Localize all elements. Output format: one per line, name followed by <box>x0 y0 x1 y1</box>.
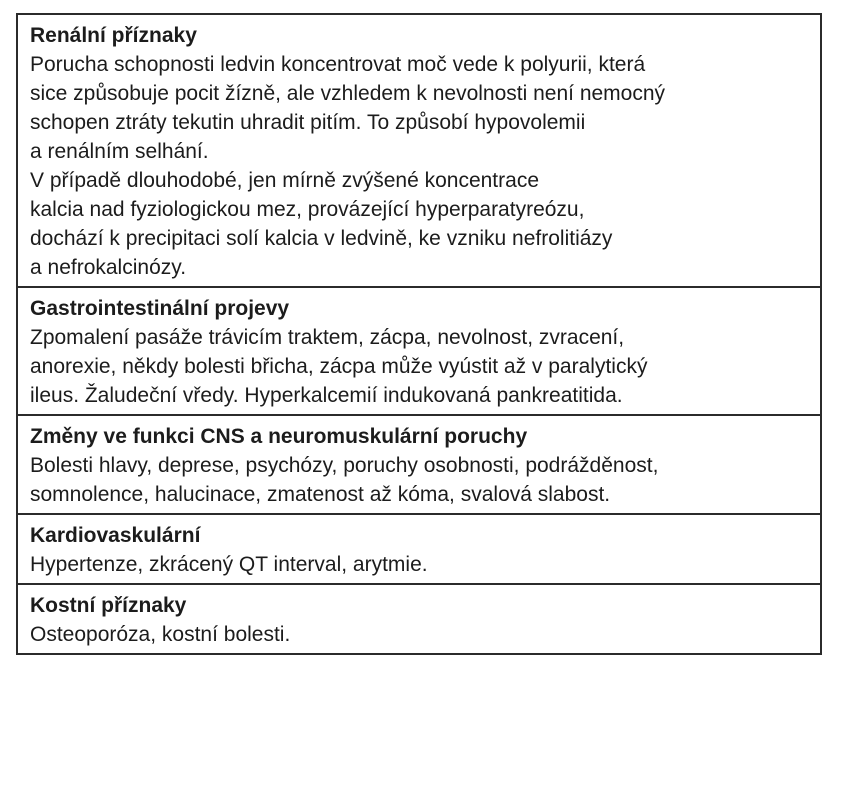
section-heading: Kardiovaskulární <box>30 524 201 547</box>
section-text-line: dochází k precipitaci solí kalcia v ledvině, ke vzniku nefrolitiázy <box>30 227 613 250</box>
section-text-line: a renálním selhání. <box>30 140 209 163</box>
section-text-line: schopen ztráty tekutin uhradit pitím. To způsobí hypovolemii <box>30 111 586 134</box>
section-text-line: anorexie, někdy bolesti břicha, zácpa může vyústit až v paralytický <box>30 355 648 378</box>
section-text-line: somnolence, halucinace, zmatenost až kóma, svalová slabost. <box>30 483 611 506</box>
section-text-line: sice způsobuje pocit žízně, ale vzhledem k nevolnosti není nemocný <box>30 82 666 105</box>
section-text-line: a nefrokalcinózy. <box>30 256 187 279</box>
section-text-line: Porucha schopnosti ledvin koncentrovat moč vede k polyurii, která <box>30 53 646 76</box>
section-text-line: ileus. Žaludeční vředy. Hyperkalcemií indukovaná pankreatitida. <box>30 384 623 407</box>
symptoms-table <box>16 13 822 655</box>
section-text-line: V případě dlouhodobé, jen mírně zvýšené koncentrace <box>30 169 539 192</box>
section-text-line: Bolesti hlavy, deprese, psychózy, poruchy osobnosti, podrážděnost, <box>30 454 659 477</box>
section-cns <box>18 416 820 515</box>
section-heading: Renální příznaky <box>30 24 197 47</box>
section-renal <box>18 15 820 288</box>
section-bone <box>18 585 820 653</box>
section-heading: Gastrointestinální projevy <box>30 297 290 320</box>
section-text-line: kalcia nad fyziologickou mez, provázející hyperparatyreózu, <box>30 198 585 221</box>
section-heading: Kostní příznaky <box>30 594 187 617</box>
section-gastrointestinal <box>18 288 820 416</box>
section-heading: Změny ve funkci CNS a neuromuskulární poruchy <box>30 425 528 448</box>
section-cardiovascular <box>18 515 820 585</box>
section-text-line: Hypertenze, zkrácený QT interval, arytmie. <box>30 553 428 576</box>
section-text-line: Zpomalení pasáže trávicím traktem, zácpa, nevolnost, zvracení, <box>30 326 625 349</box>
section-text-line: Osteoporóza, kostní bolesti. <box>30 623 291 646</box>
